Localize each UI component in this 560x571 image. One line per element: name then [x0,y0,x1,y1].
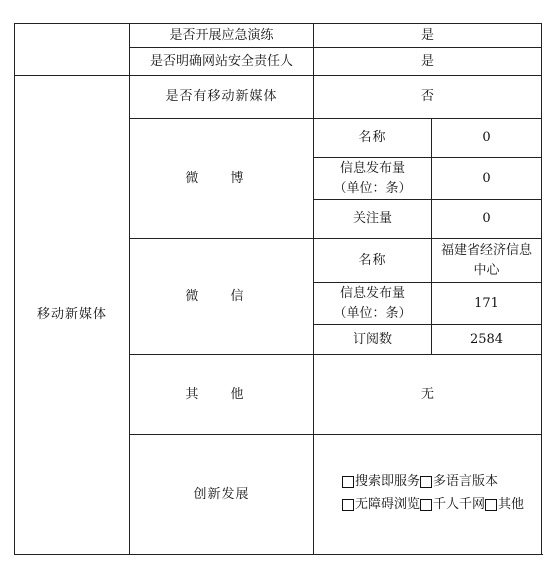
option-multilingual[interactable] [420,472,498,492]
option-label: 其他 [498,496,525,512]
mobile-media-section-label: 移动新媒体 [15,76,130,555]
drill-value: 是 [314,24,542,48]
table-row [15,24,542,48]
weibo-name-label: 名称 [314,119,432,158]
website-report-table [14,23,542,555]
weibo-posts-label [314,158,432,200]
weixin-posts-value: 171 [432,283,542,325]
weixin-posts-label-line2: （单位：条） [333,305,412,321]
responsible-value: 是 [314,48,542,76]
weibo-followers-value: 0 [432,200,542,239]
weibo-posts-label-line2: （单位：条） [333,180,412,196]
option-personalized[interactable] [420,495,485,515]
weixin-subscribers-value: 2584 [432,325,542,355]
other-value: 无 [314,355,542,435]
checkbox-icon[interactable] [342,476,354,488]
weibo-posts-value: 0 [432,158,542,200]
option-label: 无障碍浏览 [355,496,421,512]
weixin-label: 微 信 [130,239,314,355]
option-search-service[interactable] [342,472,420,492]
weixin-posts-label [314,283,432,325]
checkbox-icon[interactable] [420,476,432,488]
innovation-label: 创新发展 [130,435,314,555]
drill-label: 是否开展应急演练 [130,24,314,48]
checkbox-icon[interactable] [420,499,432,511]
checkbox-icon[interactable] [342,499,354,511]
option-accessibility[interactable] [342,495,420,515]
has-mobile-value: 否 [314,76,542,119]
innovation-options [314,435,542,555]
weibo-label: 微 博 [130,119,314,239]
option-label: 搜索即服务 [355,473,421,489]
option-other[interactable] [485,495,524,515]
table-row [15,76,542,119]
empty-cell [15,24,130,76]
option-label: 千人千网 [433,496,486,512]
weibo-name-value: 0 [432,119,542,158]
has-mobile-label: 是否有移动新媒体 [130,76,314,119]
checkbox-icon[interactable] [485,499,497,511]
weibo-posts-label-line1: 信息发布量 [339,160,405,176]
weibo-followers-label: 关注量 [314,200,432,239]
option-label: 多语言版本 [433,473,499,489]
weixin-name-value: 福建省经济信息中心 [432,239,542,283]
other-label: 其 他 [130,355,314,435]
weixin-posts-label-line1: 信息发布量 [339,285,405,301]
weixin-subscribers-label: 订阅数 [314,325,432,355]
responsible-label: 是否明确网站安全责任人 [130,48,314,76]
weixin-name-label: 名称 [314,239,432,283]
